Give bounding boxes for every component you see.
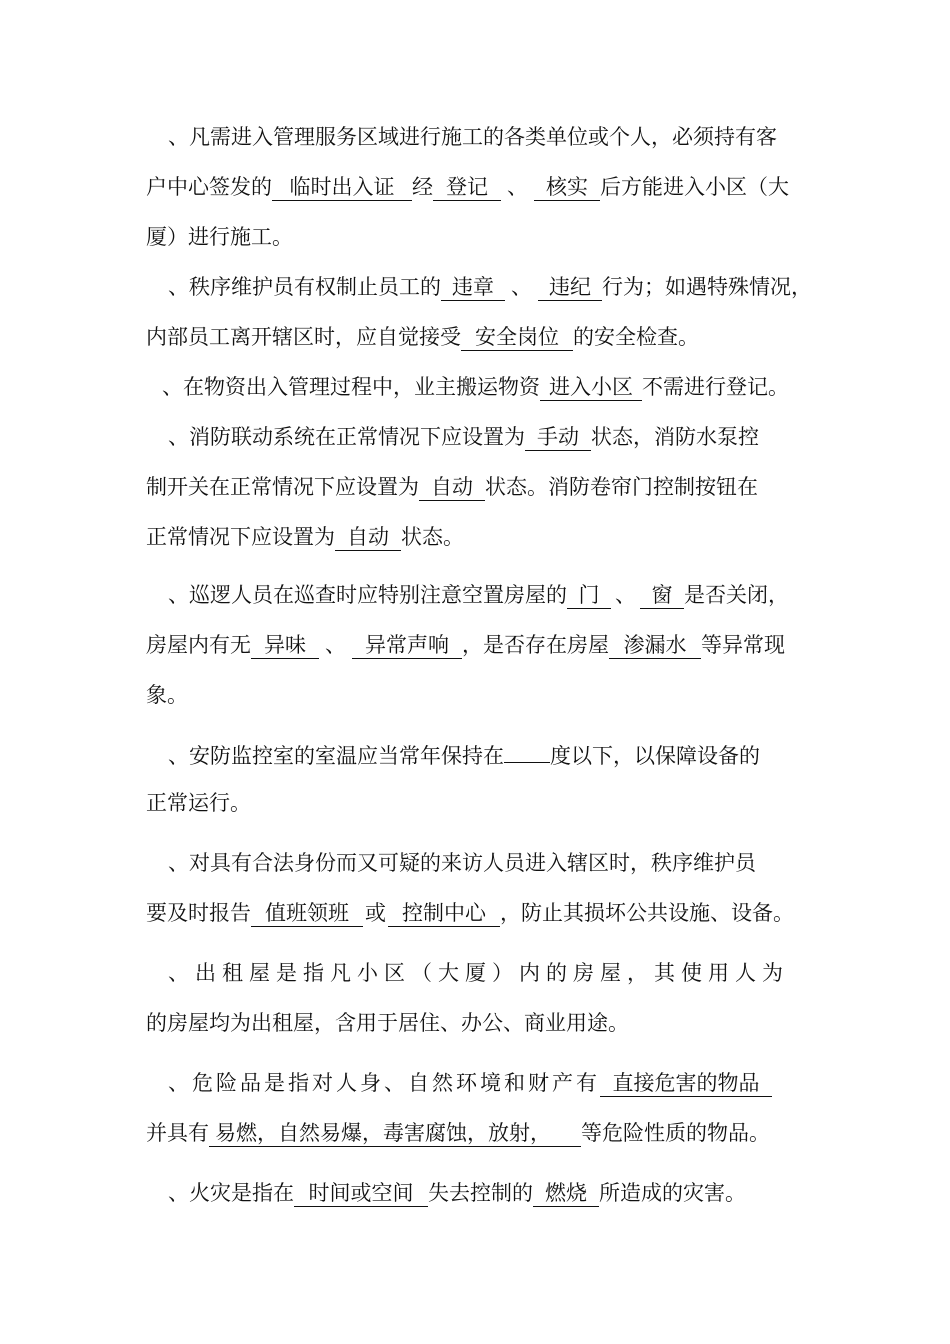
text: 、在物资出入管理过程中，业主搬运物资 [162,375,540,399]
item-7-line-2 [146,898,806,928]
fill-in-blank: 异味 [251,632,319,659]
text: 、秩序维护员有权制止员工的 [168,275,441,299]
text: 后方能进入小区（大 [600,175,789,199]
text: 象。 [146,683,188,707]
text: 房屋内有无 [146,633,251,657]
fill-in-blank: 异常声响 [352,632,462,659]
fill-in-blank: 渗漏水 [609,632,701,659]
item-4-line-1 [146,422,806,452]
fill-in-blank: 自动 [419,474,485,501]
text: 、安防监控室的室温应当常年保持在 [168,744,504,768]
text: 、 [325,633,346,657]
text: 、消防联动系统在正常情况下应设置为 [168,425,525,449]
text: 户中心签发的 [146,175,272,199]
text: 、危险品是指对人身、自然环境和财产有 [168,1071,600,1095]
text: 并具有 [146,1121,209,1145]
text: 行为；如遇特殊情况， [602,275,812,299]
text: 状态。 [401,525,464,549]
text: 正常情况下应设置为 [146,525,335,549]
item-7-line-1 [146,848,806,878]
item-1-line-1 [146,122,806,152]
text: 、 [511,275,532,299]
text: 、 [615,583,636,607]
item-10-line-1 [146,1178,806,1208]
item-5-line-3 [146,680,806,710]
text: 不需进行登记。 [642,375,789,399]
fill-in-blank: 燃烧 [533,1180,599,1207]
text: 、出租屋是指凡小区（大厦）内的房屋，其使用人为 [168,961,789,985]
fill-in-blank: 违纪 [538,274,602,301]
text: 的房屋均为出租屋，含用于居住、办公、商业用途。 [146,1011,629,1035]
fill-in-blank: 违章 [441,274,505,301]
text: 状态。消防卷帘门控制按钮在 [485,475,758,499]
text: 正常运行。 [146,791,251,815]
item-3-line-1 [146,372,806,402]
item-4-line-3 [146,522,806,552]
item-5-line-1 [146,580,806,610]
item-8-line-2 [146,1008,806,1038]
fill-in-blank: 控制中心 [388,900,500,927]
item-2-line-2 [146,322,806,352]
fill-in-blank: 进入小区 [540,374,642,401]
fill-in-blank: 易燃，自然易爆，毒害腐蚀，放射， [209,1120,581,1147]
text: 、 [507,175,528,199]
fill-in-blank: 手动 [525,424,591,451]
item-1-line-2 [146,172,806,202]
fill-in-blank: 值班领班 [251,900,363,927]
item-1-line-3 [146,222,806,252]
text: ，是否存在房屋 [462,633,609,657]
text: 厦）进行施工。 [146,225,293,249]
text: 等异常现 [701,633,785,657]
text: 、凡需进入管理服务区域进行施工的各类单位或个人，必须持有客 [168,125,777,149]
text: 内部员工离开辖区时，应自觉接受 [146,325,461,349]
text: 或 [365,901,386,925]
fill-in-blank: 窗 [640,582,684,609]
text: 等危险性质的物品。 [581,1121,770,1145]
text: ，防止其损坏公共设施、设备。 [500,901,794,925]
text: 状态，消防水泵控 [591,425,759,449]
item-2-line-1 [146,272,812,302]
text: 经 [412,175,433,199]
fill-in-blank: 登记 [433,174,501,201]
fill-in-blank: 临时出入证 [272,174,412,201]
empty-blank [504,738,550,763]
text: 、巡逻人员在巡查时应特别注意空置房屋的 [168,583,567,607]
item-9-line-2 [146,1118,806,1148]
item-6-line-1 [146,738,806,768]
fill-in-blank: 时间或空间 [294,1180,428,1207]
item-5-line-2 [146,630,806,660]
text: 要及时报告 [146,901,251,925]
text: 度以下，以保障设备的 [550,744,760,768]
text: 失去控制的 [428,1181,533,1205]
item-9-line-1 [146,1068,806,1098]
item-8-line-1 [146,958,806,988]
text: 、对具有合法身份而又可疑的来访人员进入辖区时，秩序维护员 [168,851,756,875]
item-4-line-2 [146,472,806,502]
text: 、火灾是指在 [168,1181,294,1205]
fill-in-blank: 安全岗位 [461,324,573,351]
text: 制开关在正常情况下应设置为 [146,475,419,499]
text: 的安全检查。 [573,325,699,349]
item-6-line-2 [146,788,806,818]
text: 所造成的灾害。 [599,1181,746,1205]
fill-in-blank: 直接危害的物品 [600,1070,772,1097]
fill-in-blank: 门 [567,582,611,609]
fill-in-blank: 核实 [534,174,600,201]
fill-in-blank: 自动 [335,524,401,551]
text: 是否关闭， [684,583,789,607]
